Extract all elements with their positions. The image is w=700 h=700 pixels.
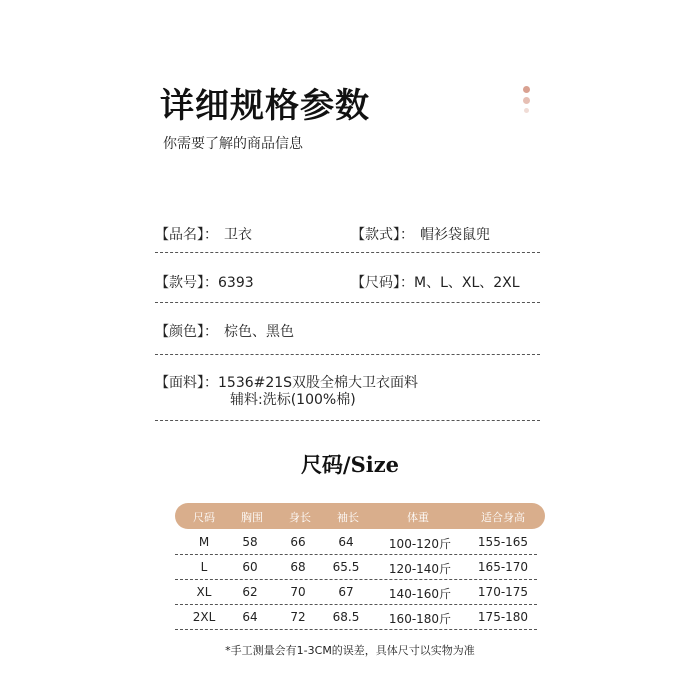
cell-height: 175-180 [477, 610, 529, 624]
spec-divider [155, 354, 540, 355]
spec-style-label: 【款式】： [351, 227, 414, 243]
cell-chest: 64 [242, 610, 258, 624]
spec-fabric-value-2: 辅料:洗标(100%棉) [230, 392, 356, 408]
spec-style [351, 224, 490, 244]
col-chest: 胸围 [241, 511, 263, 524]
spec-fabric-extra [230, 389, 356, 409]
spec-fabric-label: 【面料】： [155, 375, 218, 391]
spec-color [155, 321, 294, 341]
cell-size: L [200, 560, 208, 574]
dot-3 [524, 108, 529, 113]
cell-height: 155-165 [477, 535, 529, 549]
spec-model [155, 272, 254, 292]
spec-name [155, 224, 252, 244]
col-height: 适合身高 [481, 511, 525, 524]
col-sleeve: 袖长 [337, 511, 359, 524]
cell-chest: 58 [242, 535, 258, 549]
table-row [175, 555, 537, 580]
cell-size: M [198, 535, 210, 549]
spec-model-value: 6393 [218, 275, 254, 291]
cell-length: 72 [290, 610, 306, 624]
table-row [175, 580, 537, 605]
cell-sleeve: 68.5 [332, 610, 360, 624]
spec-divider [155, 420, 540, 421]
cell-height: 170-175 [477, 585, 529, 599]
cell-weight: 160-180斤 [388, 612, 452, 626]
cell-height: 165-170 [477, 560, 529, 574]
col-size: 尺码 [193, 511, 215, 524]
spec-color-value: 棕色、黑色 [224, 324, 294, 340]
cell-length: 66 [290, 535, 306, 549]
spec-color-label: 【颜色】： [155, 324, 218, 340]
cell-sleeve: 64 [338, 535, 354, 549]
spec-fabric-value: 1536#21S双股全棉大卫衣面料 [218, 375, 419, 391]
spec-name-label: 【品名】： [155, 227, 218, 243]
cell-weight: 100-120斤 [388, 537, 452, 551]
spec-model-label: 【款号】： [155, 275, 218, 291]
cell-chest: 60 [242, 560, 258, 574]
spec-size-value: M、L、XL、2XL [414, 275, 520, 291]
page-subtitle: 你需要了解的商品信息 [163, 136, 303, 152]
spec-name-value: 卫衣 [224, 227, 252, 243]
page-title: 详细规格参数 [160, 86, 370, 126]
table-row [175, 605, 537, 630]
cell-weight: 140-160斤 [388, 587, 452, 601]
size-section-title: 尺码/Size [300, 452, 400, 477]
col-weight: 体重 [407, 511, 429, 524]
spec-style-value: 帽衫袋鼠兜 [420, 227, 490, 243]
decorative-dots [523, 86, 531, 117]
table-row [175, 530, 537, 555]
cell-size: XL [196, 585, 212, 599]
spec-divider [155, 252, 540, 253]
cell-length: 68 [290, 560, 306, 574]
cell-chest: 62 [242, 585, 258, 599]
dot-2 [523, 97, 530, 104]
cell-length: 70 [290, 585, 306, 599]
cell-size: 2XL [192, 610, 216, 624]
row-divider [175, 629, 537, 630]
dot-1 [523, 86, 530, 93]
spec-size [351, 272, 520, 292]
spec-divider [155, 302, 540, 303]
cell-weight: 120-140斤 [388, 562, 452, 576]
col-length: 身长 [289, 511, 311, 524]
cell-sleeve: 65.5 [332, 560, 360, 574]
measurement-note: *手工测量会有1-3CM的误差，具体尺寸以实物为准 [225, 644, 475, 657]
spec-size-label: 【尺码】： [351, 275, 414, 291]
size-table-header [175, 503, 545, 529]
cell-sleeve: 67 [338, 585, 354, 599]
